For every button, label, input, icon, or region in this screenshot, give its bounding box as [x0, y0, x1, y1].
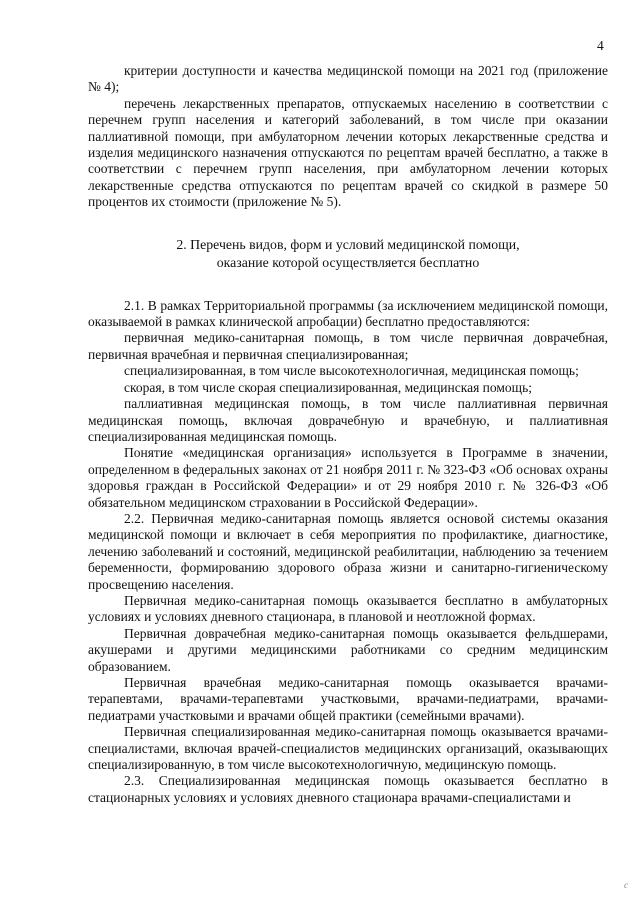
- paragraph-2-2: 2.2. Первичная медико-санитарная помощь является основой системы оказания медицинской помощи и включает в себя мероприятия по профилактике, диагностике, лечению заболеваний и состояний, медицинской реабилитации, наблюдению за течением беременности, формированию здорового образа жизни и санитарно-гигиеническому просвещению населения.: [88, 510, 608, 592]
- paragraph-specialist: Первичная специализированная медико-санитарная помощь оказывается врачами-специалистами, включая врачей-специалистов медицинских организаций, оказывающих специализированную, в том числе высокотехнологичную, медицинскую помощь.: [88, 724, 608, 773]
- paragraph-specialized: специализированная, в том числе высокотехнологичная, медицинская помощь;: [124, 363, 579, 379]
- paragraph-pre-medical: Первичная доврачебная медико-санитарная помощь оказывается фельдшерами, акушерами и другими медицинскими работниками со средним медицинским образованием.: [88, 625, 608, 674]
- paragraph-2-3: 2.3. Специализированная медицинская помощь оказывается бесплатно в стационарных условиях и условиях дневного стационара врачами-специалистами и: [88, 773, 608, 805]
- paragraph-emergency: скорая, в том числе скорая специализированная, медицинская помощь;: [124, 379, 532, 395]
- document-body: [88, 63, 608, 806]
- paragraph-medical-organization: Понятие «медицинская организация» используется в Программе в значении, определенном в федеральных законах от 21 ноября 2011 г. № 323-ФЗ «Об основах охраны здоровья граждан в Российской Федерации» и от 29 ноября 2010 г. № 326-ФЗ «Об обязательном медицинском страховании в Российской Федерации».: [88, 445, 608, 510]
- section-heading-line-1: 2. Перечень видов, форм и условий медицинской помощи,: [176, 236, 520, 252]
- paragraph-palliative: паллиативная медицинская помощь, в том числе паллиативная первичная медицинская помощь, включая доврачебную и врачебную, и паллиативная специализированная медицинская помощь.: [88, 396, 608, 444]
- corner-mark: c: [624, 880, 628, 890]
- section-heading-line-2: оказание которой осуществляется бесплатно: [216, 254, 480, 270]
- paragraph-physician: Первичная врачебная медико-санитарная помощь оказывается врачами-терапевтами, врачами-терапевтами участковыми, врачами-педиатрами, врачами-педиатрами участковыми и врачами общей практики (семейными врачами).: [88, 675, 608, 723]
- section-heading: [88, 236, 608, 272]
- paragraph-outpatient: Первичная медико-санитарная помощь оказывается бесплатно в амбулаторных условиях и условиях дневного стационара, в плановой и неотложной формах.: [88, 592, 608, 625]
- paragraph-criteria: критерии доступности и качества медицинской помощи на 2021 год (приложение № 4);: [88, 63, 608, 95]
- paragraph-drug-list: перечень лекарственных препаратов, отпускаемых населению в соответствии с перечнем групп населения и категорий заболеваний, в том числе при оказании паллиативной помощи, при амбулаторном лечении которых лекарственные средства и изделия медицинского назначения отпускаются по рецептам врачей бесплатно, а также в соответствии с перечнем групп населения, при амбулаторном лечении которых лекарственные средства отпускаются по рецептам врачей со скидкой в размере 50 процентов их стоимости (приложение № 5).: [88, 95, 608, 210]
- paragraph-2-1: 2.1. В рамках Территориальной программы (за исключением медицинской помощи, оказываемой в рамках клинической апробации) бесплатно предоставляются:: [88, 297, 608, 330]
- page-number: 4: [597, 38, 604, 53]
- paragraph-primary-care: первичная медико-санитарная помощь, в том числе первичная доврачебная, первичная врачебная и первичная специализированная;: [88, 330, 608, 362]
